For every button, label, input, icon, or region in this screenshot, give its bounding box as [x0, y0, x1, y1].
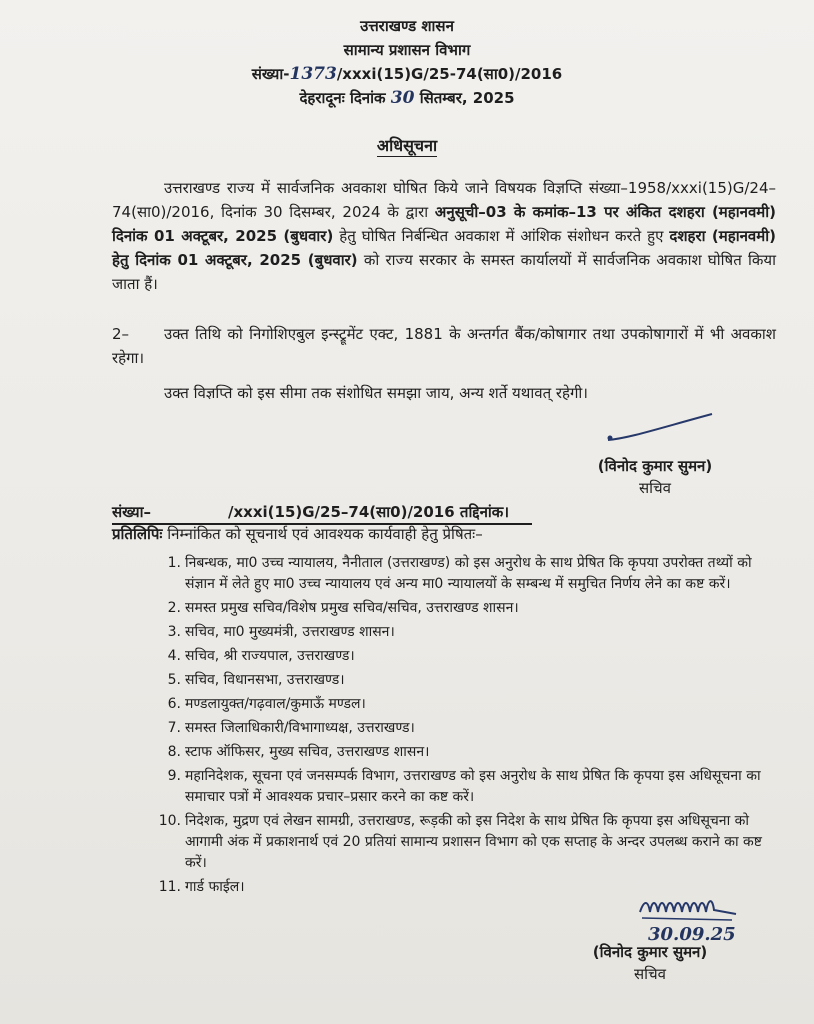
signature-scribble [636, 892, 746, 926]
signature-stroke [600, 408, 720, 448]
issue-date: देहरादूनः दिनांक 30 सितम्बर, 2025 [299, 88, 515, 108]
list-item: 11. गार्ड फाईल। [158, 879, 245, 895]
signatory-designation: सचिव [634, 965, 666, 983]
list-item: 8. स्टाफ ऑफिसर, मुख्य सचिव, उत्तराखण्ड शासन। [167, 744, 430, 760]
signatory-name: (विनोद कुमार सुमन) [597, 457, 713, 475]
signatory-designation: सचिव [639, 479, 671, 497]
department-name: सामान्य प्रशासन विभाग [343, 41, 471, 59]
signature-block-1 [540, 456, 770, 498]
list-item: 1. निबन्धक, मा0 उच्च न्यायालय, नैनीताल (उत्तराखण्ड) को इस अनुरोध के साथ प्रेषित कि कृपया उपरोक्त तथ्यों को संज्ञान में लेते हुए मा0 उच्च न्यायालय एवं अन्य मा0 न्यायालयों के सम्बन्ध में समुचित निर्णय लेने का कष्ट करें। [167, 555, 752, 592]
list-item: 7. समस्त जिलाधिकारी/विभागाध्यक्ष, उत्तराखण्ड। [167, 720, 415, 736]
list-item: 10. निदेशक, मुद्रण एवं लेखन सामग्री, उत्तराखण्ड, रूड़की को इस निदेश के साथ प्रेषित कि कृपया इस अधिसूचना को आगामी अंक में प्रकाशनार्थ एवं 20 प्रतियां सामान्य प्रशासन विभाग को एक सप्ताह के अन्दर उपलब्ध कराने का कष्ट करें। [158, 813, 762, 871]
notification-title: अधिसूचना [376, 136, 438, 155]
signature-block-2 [530, 942, 770, 984]
list-item: 4. सचिव, श्री राज्यपाल, उत्तराखण्ड। [167, 648, 355, 664]
list-item: 2. समस्त प्रमुख सचिव/विशेष प्रमुख सचिव/सचिव, उत्तराखण्ड शासन। [167, 600, 519, 616]
paragraph-2: 2– उक्त तिथि को निगोशिएबुल इन्स्ट्रूमेंट एक्ट, 1881 के अन्तर्गत बैंक/कोषागार तथा उपकोषागारों में भी अवकाश रहेगा। [112, 325, 776, 367]
paragraph-3: उक्त विज्ञप्ति को इस सीमा तक संशोधित समझा जाय, अन्य शर्ते यथावत् रहेगी। [164, 384, 588, 402]
government-name: उत्तराखण्ड शासन [360, 17, 454, 35]
list-item: 3. सचिव, मा0 मुख्यमंत्री, उत्तराखण्ड शासन। [167, 624, 395, 640]
list-item: 5. सचिव, विधानसभा, उत्तराखण्ड। [167, 672, 345, 688]
handwritten-sign-date: 30.09.25 [648, 924, 736, 945]
list-item: 9. महानिदेशक, सूचना एवं जनसम्पर्क विभाग, उत्तराखण्ड को इस अनुरोध के साथ प्रेषित कि कृपया इस अधिसूचना का समाचार पत्रों में आवश्यक प्रचार–प्रसार करने का कष्ट करें। [167, 768, 761, 805]
copy-to-line: प्रतिलिपिः निम्नांकित को सूचनार्थ एवं आवश्यक कार्यवाही हेतु प्रेषितः– [112, 525, 483, 543]
copy-reference-number: संख्या– /xxxi(15)G/25–74(सा0)/2016 तद्दिनांक। [112, 503, 510, 521]
list-item: 6. मण्डलायुक्त/गढ़वाल/कुमाऊँ मण्डल। [167, 696, 366, 712]
paragraph-1: उत्तराखण्ड राज्य में सार्वजनिक अवकाश घोषित किये जाने विषयक विज्ञप्ति संख्या–1958/xxxi(15)G/24–74(सा0)/2016, दिनांक 30 दिसम्बर, 2024 के द्वारा अनुसूची–03 के कमांक–13 पर अंकित दशहरा (महानवमी) दिनांक 01 अक्टूबर, 2025 (बुधवार) हेतु घोषित निर्बन्धित अवकाश में आंशिक संशोधन करते हुए दशहरा (महानवमी) हेतु दिनांक 01 अक्टूबर, 2025 (बुधवार) को राज्य सरकार के समस्त कार्यालयों में सार्वजनिक अवकाश घोषित किया जाता हैं। [112, 179, 776, 293]
copy-recipient-list [155, 553, 775, 901]
handwritten-ref-number: 1373 [289, 64, 337, 84]
signatory-name: (विनोद कुमार सुमन) [592, 943, 708, 961]
handwritten-date-day: 30 [390, 88, 415, 108]
reference-number: संख्या-1373/xxxi(15)G/25-74(सा0)/2016 [251, 64, 563, 84]
